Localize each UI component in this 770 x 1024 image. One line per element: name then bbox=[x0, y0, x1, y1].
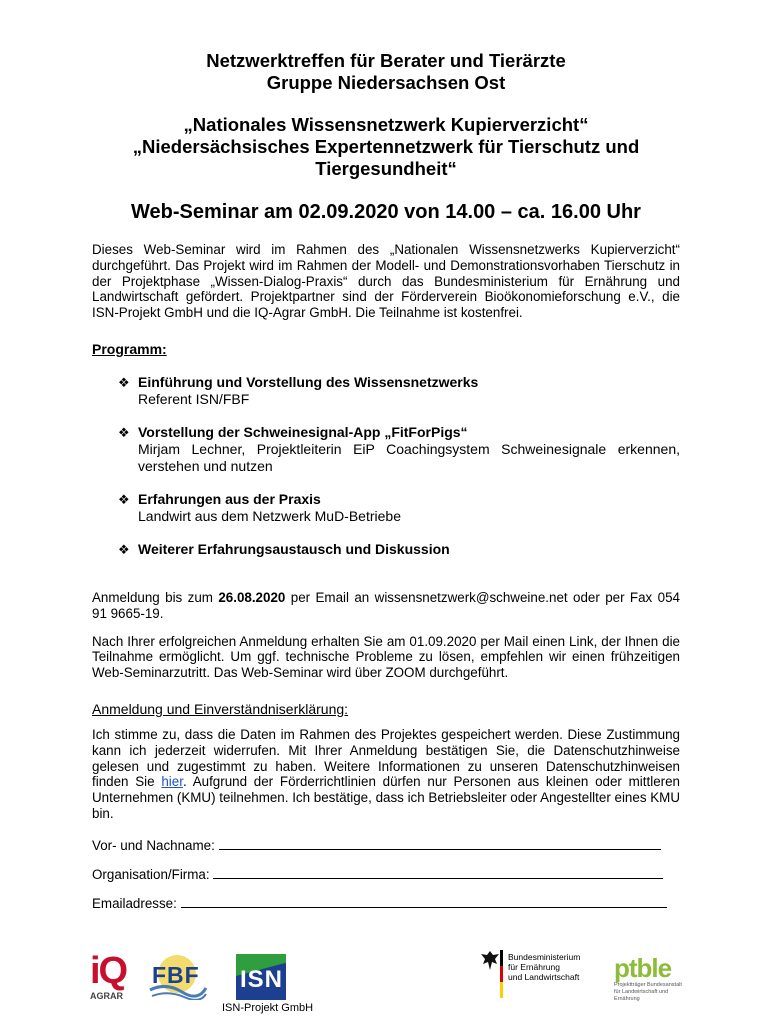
name-field[interactable] bbox=[92, 838, 680, 853]
bmel-logo-text bbox=[508, 952, 580, 982]
flag-bar-red bbox=[500, 966, 503, 982]
ptble-logo-subtext: für Landwirtschaft und Ernährung bbox=[614, 989, 669, 1002]
consent-text: . Aufgrund der Förderrichtlinien dürfen nur Personen aus kleinen oder mittleren Unternehmen (KMU) teilnehmen. Ich bestätige, dass ich Betriebsleiter oder Angestellter eines KMU bin. bbox=[92, 774, 680, 821]
ptble-logo-text: ptble bbox=[614, 953, 672, 983]
bmel-logo bbox=[480, 950, 580, 1000]
bmel-logo-line: und Landwirtschaft bbox=[508, 972, 580, 982]
diamond-bullet-icon: ❖ bbox=[118, 424, 130, 440]
document-body bbox=[92, 50, 680, 911]
registration-deadline: 26.08.2020 bbox=[218, 589, 286, 605]
title-line-1: Netzwerktreffen für Berater und Tierärzte bbox=[206, 50, 566, 71]
registration-text: Anmeldung bis zum bbox=[92, 589, 219, 605]
program-item bbox=[92, 541, 680, 558]
isn-caption: ISN-Projekt GmbH bbox=[222, 1002, 314, 1014]
program-item-speaker: Mirjam Lechner, Projektleiterin EiP Coachingsystem Schweinesignale erkennen, verstehen und nutzen bbox=[138, 440, 680, 474]
name-field-label: Vor- und Nachname: bbox=[92, 837, 215, 853]
program-item-title: Vorstellung der Schweinesignal-App „FitForPigs“ bbox=[138, 423, 468, 440]
registration-text: per Email an wissensnetzwerk@schweine.net oder per Fax 054 91 9665-19. bbox=[92, 589, 680, 621]
consent-heading: Anmeldung und Einverständniserklärung: bbox=[92, 700, 349, 717]
iq-agrar-logo-text: iQ bbox=[90, 950, 127, 992]
isn-logo-text: ISN bbox=[240, 966, 284, 993]
email-field[interactable] bbox=[92, 896, 680, 911]
bmel-logo-line: Bundesministerium bbox=[508, 952, 581, 962]
program-item-speaker: Referent ISN/FBF bbox=[138, 390, 250, 407]
program-list bbox=[92, 374, 680, 558]
diamond-bullet-icon: ❖ bbox=[118, 541, 130, 557]
ptble-logo-subtext: Projektträger Bundesanstalt bbox=[614, 982, 682, 988]
program-item-title: Weiterer Erfahrungsaustausch und Diskussion bbox=[138, 540, 450, 557]
fbf-logo bbox=[146, 952, 208, 1000]
subtitle-line-3: Tiergesundheit“ bbox=[315, 158, 457, 179]
name-field-line[interactable] bbox=[219, 838, 661, 850]
email-field-line[interactable] bbox=[181, 896, 667, 908]
organisation-field-label: Organisation/Firma: bbox=[92, 866, 210, 882]
program-item bbox=[92, 424, 680, 475]
confirmation-paragraph: Nach Ihrer erfolgreichen Anmeldung erhalten Sie am 01.09.2020 per Mail einen Link, der Ihnen die Teilnahme ermöglicht. Um ggf. technische Probleme zu lösen, empfehlen wir einen frühzeitigen Web-Seminarzutritt. Das Web-Seminar wird über ZOOM durchgeführt. bbox=[92, 633, 680, 681]
registration-paragraph bbox=[92, 590, 680, 622]
email-field-label: Emailadresse: bbox=[92, 895, 177, 911]
organisation-field[interactable] bbox=[92, 867, 680, 882]
organisation-field-line[interactable] bbox=[213, 867, 663, 879]
program-item-speaker: Landwirt aus dem Netzwerk MuD-Betriebe bbox=[138, 507, 401, 524]
consent-text: Ich stimme zu, dass die Daten im Rahmen des Projektes gespeichert werden. Diese Zustimmung kann ich jederzeit widerrufen. Mit Ihrer Anmeldung bestätigen Sie, die Datenschutzhinweise gelesen und zugestimmt zu haben. Weitere Informationen zu unseren Datenschutzhinweisen finden Sie bbox=[92, 726, 680, 790]
diamond-bullet-icon: ❖ bbox=[118, 491, 130, 507]
title-line-2: Gruppe Niedersachsen Ost bbox=[266, 72, 506, 93]
footer-logos bbox=[0, 946, 770, 1024]
ptble-logo bbox=[614, 954, 694, 1002]
bmel-logo-line: für Ernährung bbox=[508, 962, 560, 972]
program-item-title: Einführung und Vorstellung des Wissensnetzwerks bbox=[138, 373, 479, 390]
iq-agrar-logo-subtext: AGRAR bbox=[90, 991, 123, 1001]
seminar-date-heading: Web-Seminar am 02.09.2020 von 14.00 – ca. 16.00 Uhr bbox=[131, 201, 641, 223]
program-item-title: Erfahrungen aus der Praxis bbox=[138, 490, 321, 507]
consent-paragraph bbox=[92, 727, 680, 822]
program-item bbox=[92, 491, 680, 525]
flag-bar-gold bbox=[500, 982, 503, 998]
isn-logo bbox=[236, 954, 286, 1000]
subtitle-line-2: „Niedersächsisches Expertennetzwerk für Tierschutz und bbox=[132, 136, 640, 157]
program-item bbox=[92, 374, 680, 408]
intro-paragraph: Dieses Web-Seminar wird im Rahmen des „Nationalen Wissensnetzwerks Kupierverzicht“ durchgeführt. Das Projekt wird im Rahmen der Modell- und Demonstrationsvorhaben Tierschutz in der Projektphase „Wissen-Dialog-Praxis“ durch das Bundesministerium für Ernährung und Landwirtschaft gefördert. Projektpartner sind der Förderverein Bioökonomieforschung e.V., die ISN-Projekt GmbH und die IQ-Agrar GmbH. Die Teilnahme ist kostenfrei. bbox=[92, 242, 680, 321]
fbf-logo-text: FBF bbox=[152, 962, 200, 988]
diamond-bullet-icon: ❖ bbox=[118, 374, 130, 390]
iq-agrar-logo bbox=[90, 952, 132, 1002]
privacy-link[interactable]: hier bbox=[161, 774, 183, 790]
program-heading: Programm: bbox=[92, 340, 167, 357]
subtitle-line-1: „Nationales Wissensnetzwerk Kupierverzicht“ bbox=[183, 114, 589, 135]
eagle-icon bbox=[480, 950, 500, 972]
